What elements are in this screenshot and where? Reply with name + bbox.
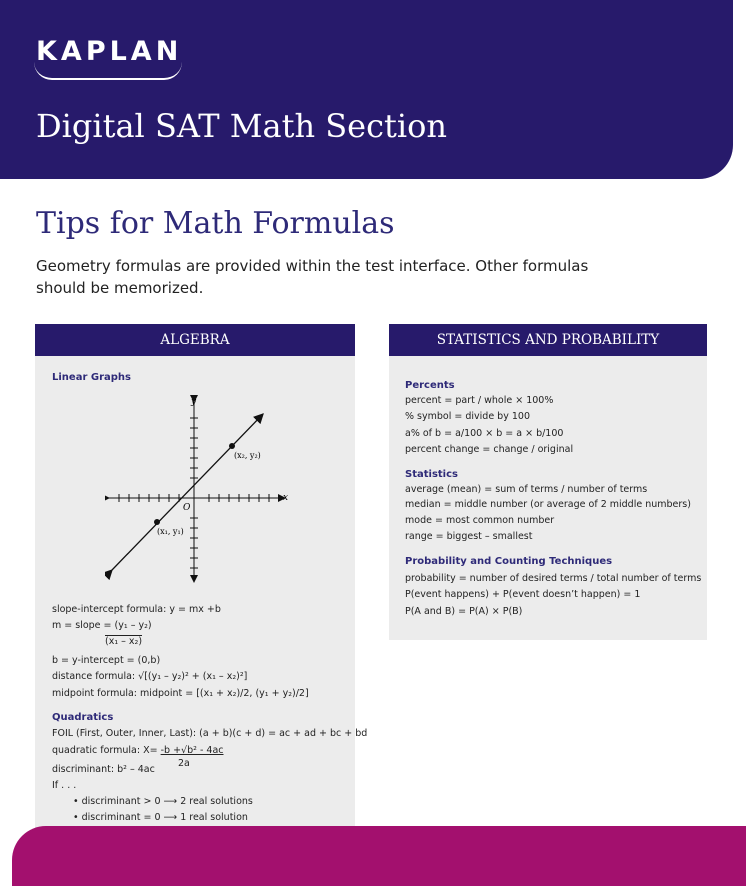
point2-label: (x₂, y₂) <box>234 451 261 460</box>
header-title: Digital SAT Math Section <box>36 107 447 145</box>
list-item: • discriminant > 0 ⟶ 2 real solutions <box>73 796 253 807</box>
statistics-card <box>389 324 707 640</box>
slope-denominator: (x₁ – x₂) <box>105 636 143 647</box>
list-item: percent change = change / original <box>405 444 574 455</box>
foil-line: FOIL (First, Outer, Inner, Last): (a + b)(c + d) = ac + ad + bc + bd <box>52 728 368 739</box>
list-item: mode = most common number <box>405 515 555 526</box>
midpoint-line: midpoint formula: midpoint = [(x₁ + x₂)/2, (y₁ + y₂)/2] <box>52 688 309 699</box>
kaplan-logo: KAPLAN <box>36 36 182 67</box>
y-intercept-line: b = y-intercept = (0,b) <box>52 655 161 666</box>
point1-label: (x₁, y₁) <box>157 527 184 536</box>
quadratic-denominator: 2a <box>178 758 190 769</box>
slope-line: m = slope = (y₁ – y₂) <box>52 620 152 631</box>
discriminant-line: discriminant: b² – 4ac <box>52 764 155 775</box>
y-axis-label: y <box>191 397 197 407</box>
list-item: percent = part / whole × 100% <box>405 395 554 406</box>
header-banner <box>0 0 733 179</box>
if-text: If . . . <box>52 780 77 791</box>
statistics-subheading: Statistics <box>405 469 458 480</box>
x-axis-label: x <box>283 493 289 503</box>
linear-graph <box>105 394 325 584</box>
linear-graphs-heading: Linear Graphs <box>52 372 131 383</box>
list-item: average (mean) = sum of terms / number of terms <box>405 484 648 495</box>
algebra-card <box>35 324 368 874</box>
quadratics-heading: Quadratics <box>52 712 114 723</box>
list-item: % symbol = divide by 100 <box>405 411 530 422</box>
algebra-heading: ALGEBRA <box>35 324 355 356</box>
percents-heading: Percents <box>405 380 455 391</box>
list-item: range = biggest – smallest <box>405 531 533 542</box>
intro-text: Geometry formulas are provided within the test interface. Other formulas should be memorized. <box>36 257 589 297</box>
origin-label: O <box>183 503 191 513</box>
point1-dot <box>154 519 160 525</box>
quadratic-formula-line: quadratic formula: X= -b +√b² - 4ac <box>52 745 224 756</box>
list-item: a% of b = a/100 × b = a × b/100 <box>405 428 564 439</box>
list-item: • discriminant = 0 ⟶ 1 real solution <box>73 812 248 823</box>
list-item: P(event happens) + P(event doesn’t happen) = 1 <box>405 589 641 600</box>
list-item: P(A and B) = P(A) × P(B) <box>405 606 523 617</box>
list-item: median = middle number (or average of 2 middle numbers) <box>405 499 691 510</box>
page-title: Tips for Math Formulas <box>36 206 395 241</box>
point2-dot <box>229 443 235 449</box>
probability-heading: Probability and Counting Techniques <box>405 556 613 567</box>
slope-intercept-line: slope-intercept formula: y = mx +b <box>52 604 221 615</box>
statistics-heading: STATISTICS AND PROBABILITY <box>389 324 707 356</box>
distance-line: distance formula: √[(y₁ – y₂)² + (x₁ – x₂)²] <box>52 671 248 682</box>
footer-accent-band <box>12 826 746 886</box>
list-item: probability = number of desired terms / total number of terms <box>405 573 702 584</box>
